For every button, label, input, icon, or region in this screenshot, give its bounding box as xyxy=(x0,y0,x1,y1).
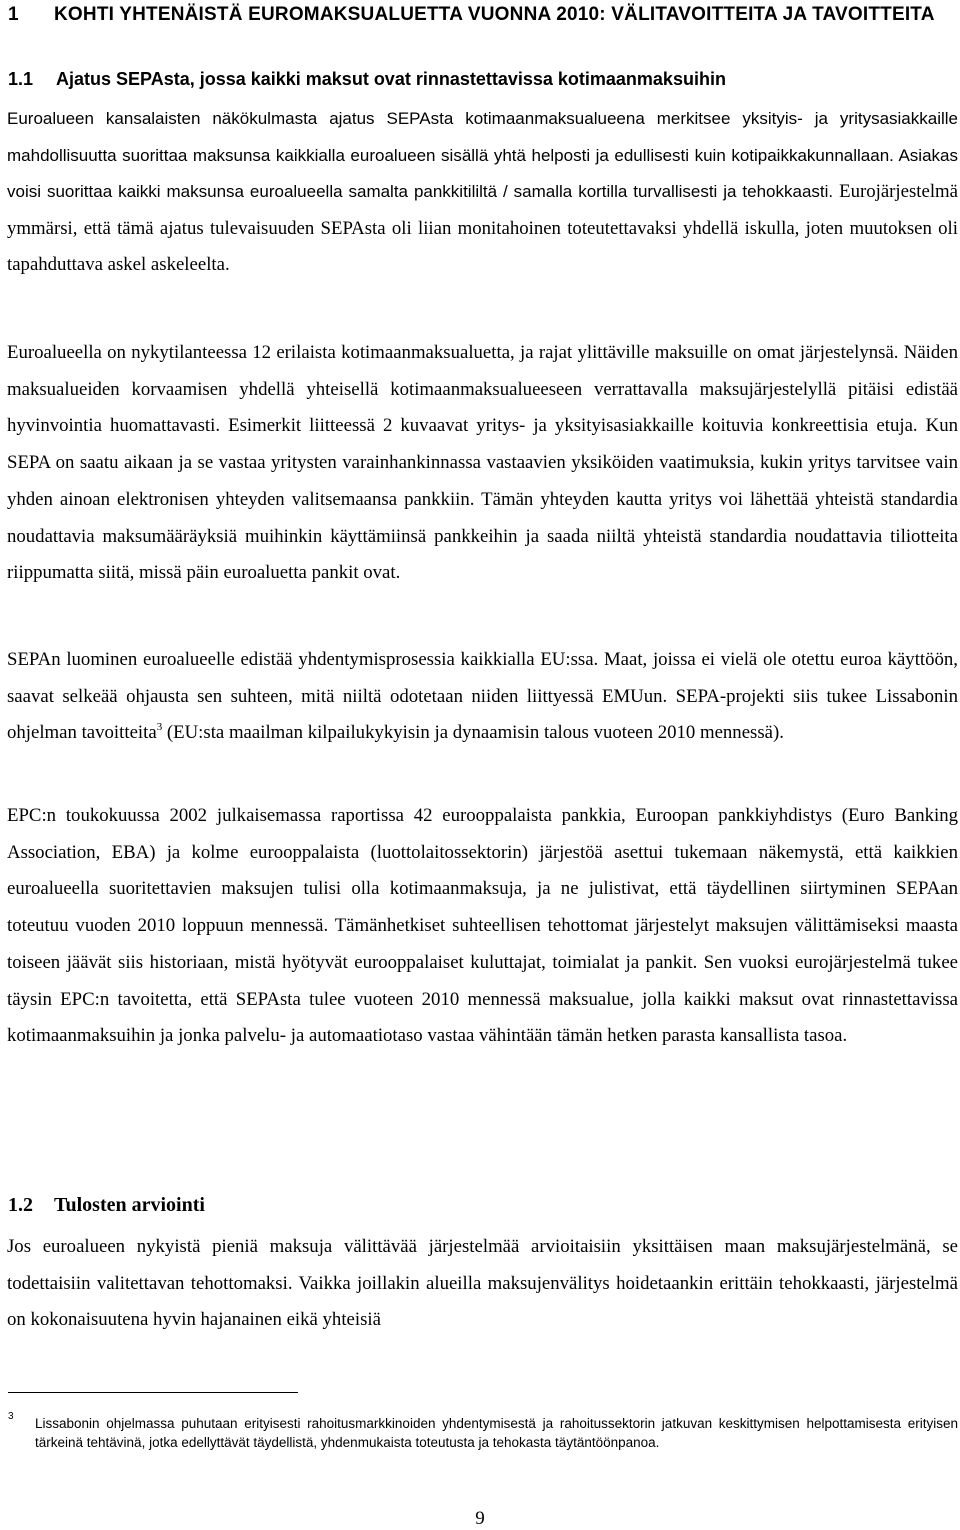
paragraph-text: Euroalueen kansalaisten näkökulmasta ajatus SEPAsta kotimaanmaksualueena merkitsee yksityis- ja yritysasiakkaille mahdollisuutta suorittaa maksunsa kaikkialla euroalueen sisällä yhtä helposti ja edullisesti kuin kotipaikkakunnallaan. Asiakas voisi suorittaa kaikki maksunsa euroalueella samalta pankkitililtä / samalla kortilla turvallisesti ja tehokkaasti. xyxy=(7,109,958,201)
section-heading-1-1 xyxy=(8,67,958,91)
paragraph xyxy=(7,642,958,752)
section-number: 1.2 xyxy=(8,1194,33,1216)
footnote-text: Lissabonin ohjelmassa puhutaan erityisesti rahoitusmarkkinoiden yhdentymisestä ja rahoitussektorin jatkuvan keskittymisen helpottamisesta erityisen tärkeinä tehtävinä, jotka edellyttävät täydellistä, yhdenmukaista toteutusta ja tehokasta täytäntöönpanoa. xyxy=(35,1416,958,1450)
footnote-divider xyxy=(8,1392,298,1393)
footnote-reference[interactable]: 3 xyxy=(156,721,163,734)
page-number: 9 xyxy=(475,1508,485,1529)
paragraph-text: SEPAn luominen euroalueelle edistää yhdentymisprosessia kaikkialla EU:ssa. Maat, joissa ei vielä ole otettu euroa käyttöön, saavat selkeää ohjausta sen suhteen, mitä niiltä odotetaan niiden liittyessä EMUun. SEPA-projekti siis tukee Lissabonin ohjelman tavoitteita xyxy=(7,649,958,744)
chapter-number: 1 xyxy=(8,4,19,25)
paragraph-text-serif: Eurojärjestelmä ymmärsi, että tämä ajatus tulevaisuuden SEPAsta oli liian monitahoinen toteutettavaksi yhdellä iskulla, joten muutoksen oli tapahduttava askel askeleelta. xyxy=(7,181,958,275)
paragraph xyxy=(7,101,958,284)
paragraph-text: (EU:sta maailman kilpailukykyisin ja dynaamisin talous vuoteen 2010 mennessä). xyxy=(162,722,784,744)
chapter-title: KOHTI YHTENÄISTÄ EUROMAKSUALUETTA VUONNA 2010: VÄLITAVOITTEITA JA TAVOITTEITA xyxy=(54,4,935,25)
chapter-heading xyxy=(8,2,958,28)
paragraph: Euroalueella on nykytilanteessa 12 erilaista kotimaanmaksualuetta, ja rajat ylittäville maksuille on omat järjestelynsä. Näiden maksualueiden korvaamisen yhdellä yhteisellä kotimaanmaksualueeseen verrattavalla maksujärjestelyllä pitäisi edistää hyvinvointia huomattavasti. Esimerkit liitteessä 2 kuvaavat yritys- ja yksityisasiakkaille koituvia konkreettisia etuja. Kun SEPA on saatu aikaan ja se vastaa yritysten varainhankinnassa vastaavien yksiköiden vaatimuksia, kukin yritys tarvitsee vain yhden ainoan elektronisen yhteyden valitsemaansa pankkiin. Tämän yhteyden kautta yritys voi lähettää yhteistä standardia noudattavia maksumääräyksiä muihinkin käyttämiinsä pankkeihin ja saada niiltä yhteistä standardia noudattavia tiliotteita riippumatta siitä, missä päin euroaluetta pankit ovat. xyxy=(7,342,958,584)
footnote xyxy=(8,1411,958,1452)
footnote-number: 3 xyxy=(8,1411,14,1422)
section-number: 1.1 xyxy=(8,69,34,89)
section-title: Tulosten arviointi xyxy=(54,1194,205,1216)
section-title: Ajatus SEPAsta, jossa kaikki maksut ovat rinnastettavissa kotimaanmaksuihin xyxy=(56,69,726,89)
paragraph: EPC:n toukokuussa 2002 julkaisemassa raportissa 42 eurooppalaista pankkia, Euroopan pankkiyhdistys (Euro Banking Association, EBA) ja kolme eurooppalaista (luottolaitossektorin) järjestöä asettui tukemaan näkemystä, että kaikkien euroalueella suoritettavien maksujen tulisi olla kotimaanmaksuja, ja ne julistivat, että täydellinen siirtyminen SEPAan toteutuu vuoden 2010 loppuun mennessä. Tämänhetkiset suhteellisen tehottomat järjestelyt maksujen välittämiseksi maasta toiseen jäävät siis historiaan, mistä hyötyvät eurooppalaiset kuluttajat, toimialat ja pankit. Sen vuoksi eurojärjestelmä tukee täysin EPC:n tavoitetta, että SEPAsta tulee vuoteen 2010 mennessä maksualue, jolla kaikki maksut ovat rinnastettavissa kotimaanmaksuihin ja jonka palvelu- ja automaatiotaso vastaa vähintään tämän hetken parasta kansallista tasoa. xyxy=(7,805,958,1047)
paragraph: Jos euroalueen nykyistä pieniä maksuja välittävää järjestelmää arvioitaisiin yksittäisen maan maksujärjestelmänä, se todettaisiin valitettavan tehottomaksi. Vaikka joillakin alueilla maksujenvälitys hoidetaankin erittäin tehokkaasti, järjestelmä on kokonaisuutena hyvin hajanainen eikä yhteisiä xyxy=(7,1236,958,1331)
section-heading-1-2 xyxy=(8,1192,958,1218)
